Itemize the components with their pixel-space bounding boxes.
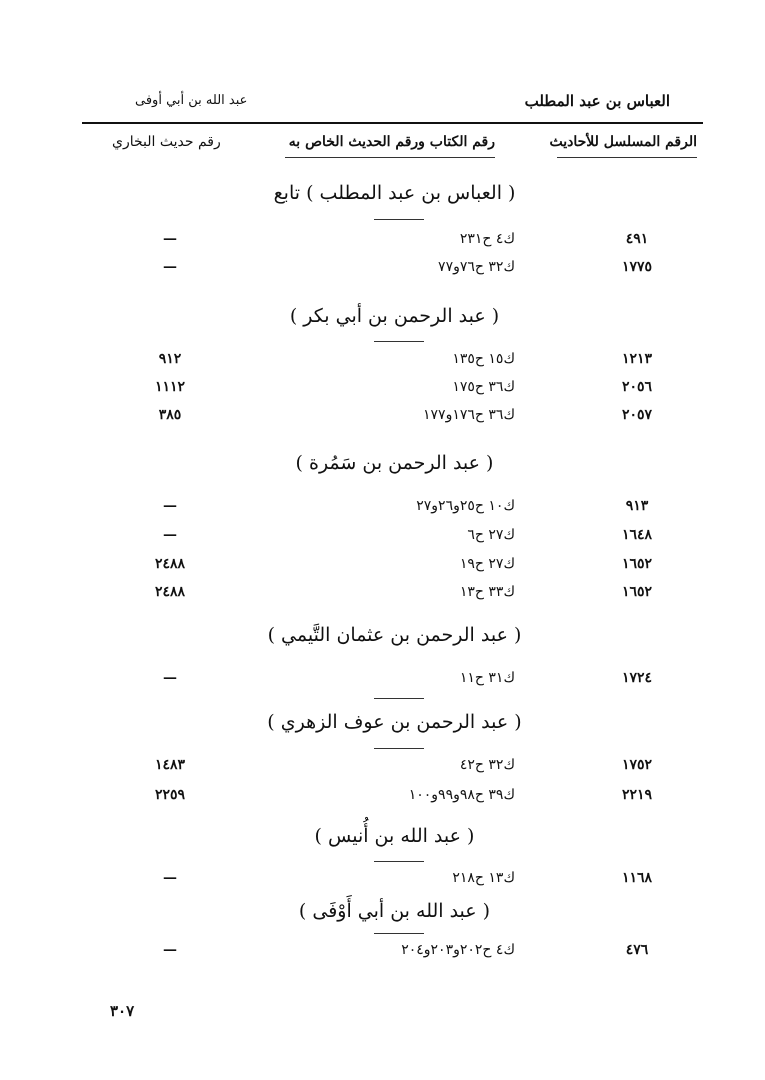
table-row xyxy=(0,584,765,608)
serial-number: ٤٧٦ xyxy=(625,942,649,958)
book-ref: ك١٣ ح٢١٨ xyxy=(452,870,515,886)
book-ref: ك٣٢ ح٤٢ xyxy=(459,757,515,773)
bukhari-number: — xyxy=(163,498,177,514)
serial-number: ٤٩١ xyxy=(625,231,649,247)
bukhari-number: — xyxy=(163,942,177,958)
book-ref: ك٣١ ح١١ xyxy=(459,670,515,686)
table-row xyxy=(0,787,765,811)
bukhari-number: — xyxy=(163,527,177,543)
table-row xyxy=(0,231,765,255)
book-ref: ك٣٣ ح١٣ xyxy=(459,584,515,600)
running-head-right: العباس بن عبد المطلب xyxy=(524,92,670,110)
column-header-book-ref: رقم الكتاب ورقم الحديث الخاص به xyxy=(288,134,495,150)
section-title: ( عبد الرحمن بن سَمُرة ) xyxy=(295,452,494,474)
section-title: ( عبد الله بن أُنيس ) xyxy=(314,825,475,847)
section-divider xyxy=(374,861,424,862)
section-divider xyxy=(374,341,424,342)
serial-number: ١١٦٨ xyxy=(621,870,653,886)
serial-number: ١٦٤٨ xyxy=(621,527,653,543)
book-ref: ك٢٧ ح٦ xyxy=(467,527,515,543)
table-row xyxy=(0,757,765,781)
table-row xyxy=(0,379,765,403)
section-title: ( عبد الرحمن بن أبي بكر ) xyxy=(289,305,500,327)
table-row xyxy=(0,259,765,283)
serial-number: ٢٠٥٦ xyxy=(621,379,653,395)
bukhari-number: ١٤٨٣ xyxy=(154,757,186,773)
column-underline-book-ref xyxy=(285,157,495,158)
serial-number: ٢٢١٩ xyxy=(621,787,653,803)
bukhari-number: — xyxy=(163,231,177,247)
section-title: ( عبد الرحمن بن عثمان التَّيمي ) xyxy=(267,624,522,646)
serial-number: ٢٠٥٧ xyxy=(621,407,653,423)
book-ref: ك١٠ ح٢٥و٢٦و٢٧ xyxy=(416,498,515,514)
column-header-bukhari: رقم حديث البخاري xyxy=(112,134,221,150)
book-ref: ك٤ ح٢٣١ xyxy=(459,231,515,247)
table-row xyxy=(0,556,765,580)
table-row xyxy=(0,498,765,522)
serial-number: ١٧٥٢ xyxy=(621,757,653,773)
book-ref: ك٤ ح٢٠٢و٢٠٣و٢٠٤ xyxy=(401,942,515,958)
running-head-left: عبد الله بن أبي أوفى xyxy=(135,93,248,108)
section-title: ( العباس بن عبد المطلب ) تابع xyxy=(273,182,516,204)
bukhari-number: — xyxy=(163,259,177,275)
serial-number: ١٧٢٤ xyxy=(621,670,653,686)
table-row xyxy=(0,670,765,694)
book-ref: ك٢٧ ح١٩ xyxy=(459,556,515,572)
book-ref: ك٣٢ ح٧٦و٧٧ xyxy=(438,259,515,275)
bukhari-number: ٢٢٥٩ xyxy=(154,787,186,803)
table-row xyxy=(0,870,765,894)
bukhari-number: ٩١٢ xyxy=(158,351,182,367)
bukhari-number: ٢٤٨٨ xyxy=(154,584,186,600)
section-divider xyxy=(374,698,424,699)
bukhari-number: — xyxy=(163,870,177,886)
section-divider xyxy=(374,219,424,220)
bukhari-number: ٢٤٨٨ xyxy=(154,556,186,572)
column-underline-serial xyxy=(557,157,697,158)
serial-number: ١٦٥٢ xyxy=(621,584,653,600)
column-header-serial: الرقم المسلسل للأحاديث xyxy=(549,134,697,150)
bukhari-number: ٣٨٥ xyxy=(158,407,182,423)
section-title: ( عبد الرحمن بن عوف الزهري ) xyxy=(267,711,522,733)
book-ref: ك٣٦ ح١٧٥ xyxy=(452,379,515,395)
section-divider xyxy=(374,933,424,934)
page-number: ٣٠٧ xyxy=(110,1002,135,1020)
serial-number: ١٢١٣ xyxy=(621,351,653,367)
serial-number: ١٦٥٢ xyxy=(621,556,653,572)
table-row xyxy=(0,351,765,375)
table-row xyxy=(0,942,765,966)
book-ref: ك٣٩ ح٩٨و٩٩و١٠٠ xyxy=(408,787,515,803)
bukhari-number: — xyxy=(163,670,177,686)
section-divider xyxy=(374,748,424,749)
serial-number: ١٧٧٥ xyxy=(621,259,653,275)
header-rule xyxy=(82,122,703,124)
table-row xyxy=(0,527,765,551)
book-ref: ك١٥ ح١٣٥ xyxy=(452,351,515,367)
book-ref: ك٣٦ ح١٧٦و١٧٧ xyxy=(423,407,515,423)
serial-number: ٩١٣ xyxy=(625,498,649,514)
section-title: ( عبد الله بن أبي أَوْفَى ) xyxy=(298,900,491,922)
bukhari-number: ١١١٢ xyxy=(154,379,186,395)
table-row xyxy=(0,407,765,431)
